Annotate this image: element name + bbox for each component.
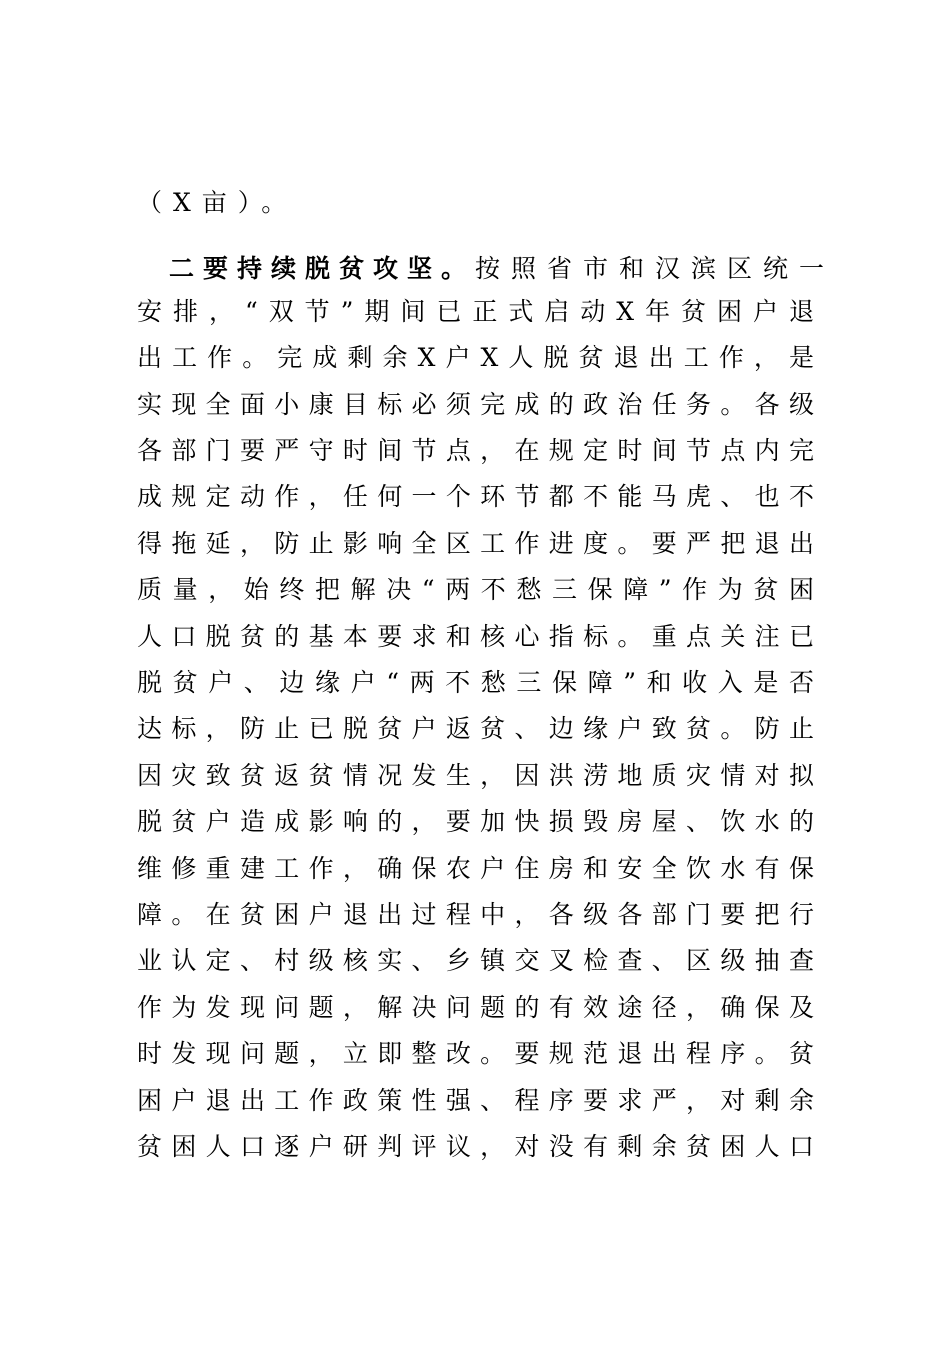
text-line-9: 质量，始终把解决“两不愁三保障”作为贫困: [137, 575, 814, 604]
text-line-15: 维修重建工作，确保农户住房和安全饮水有保: [137, 854, 814, 883]
text-line-1: （X亩）。: [137, 188, 298, 217]
text-line-4: 出工作。完成剩余X户X人脱贫退出工作，是: [137, 343, 814, 372]
text-line-21: 贫困人口逐户研判评议，对没有剩余贫困人口: [137, 1132, 814, 1161]
text-line-17: 业认定、村级核实、乡镇交叉检查、区级抽查: [137, 946, 814, 975]
text-line-2-rest: 按照省市和汉滨区统一: [475, 254, 836, 283]
text-line-6: 各部门要严守时间节点，在规定时间节点内完: [137, 436, 814, 465]
text-line-16: 障。在贫困户退出过程中，各级各部门要把行: [137, 900, 814, 929]
text-line-10: 人口脱贫的基本要求和核心指标。重点关注已: [137, 622, 814, 651]
text-line-18: 作为发现问题，解决问题的有效途径，确保及: [137, 993, 814, 1022]
section-heading: 二要持续脱贫攻坚。: [169, 254, 476, 283]
text-line-3: 安排，“双节”期间已正式启动X年贫困户退: [137, 297, 814, 326]
text-line-19: 时发现问题，立即整改。要规范退出程序。贫: [137, 1039, 814, 1068]
text-line-5: 实现全面小康目标必须完成的政治任务。各级: [137, 390, 814, 419]
text-line-7: 成规定动作，任何一个环节都不能马虎、也不: [137, 482, 814, 511]
text-line-11: 脱贫户、边缘户“两不愁三保障”和收入是否: [137, 668, 814, 697]
text-line-20: 困户退出工作政策性强、程序要求严，对剩余: [137, 1086, 814, 1115]
text-line-13: 因灾致贫返贫情况发生，因洪涝地质灾情对拟: [137, 761, 814, 790]
text-line-14: 脱贫户造成影响的，要加快损毁房屋、饮水的: [137, 807, 814, 836]
text-line-8: 得拖延，防止影响全区工作进度。要严把退出: [137, 529, 814, 558]
text-line-2: [137, 249, 836, 289]
text-line-12: 达标，防止已脱贫户返贫、边缘户致贫。防止: [137, 714, 814, 743]
